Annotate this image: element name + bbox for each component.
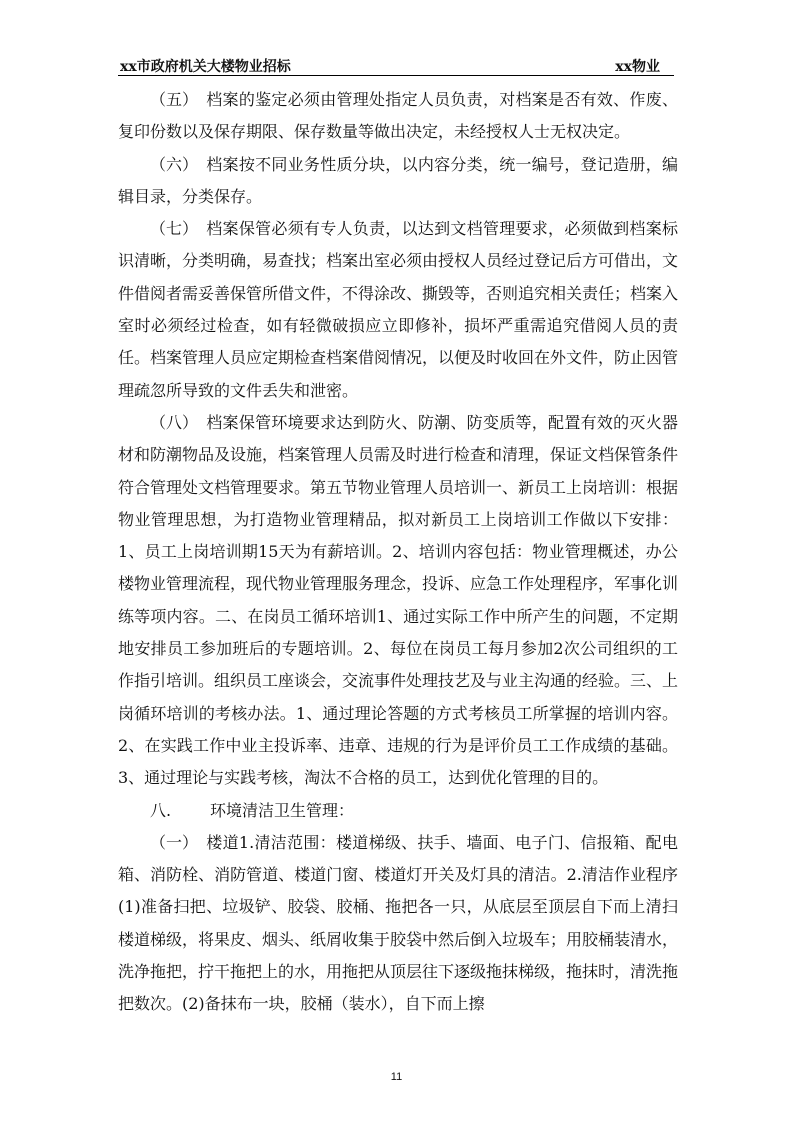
page-header: [118, 54, 674, 76]
paragraph-label: （五）: [150, 90, 199, 109]
paragraph: [118, 827, 678, 1021]
document-body: [118, 84, 678, 1021]
paragraph: [118, 213, 678, 407]
paragraph-text: 档案保管环境要求达到防火、防潮、防变质等，配置有效的灭火器材和防潮物品及设施，档案管理人员需及时进行检查和清理，保证文档保管条件符合管理处文档管理要求。第五节物业管理人员培训一、新员工上岗培训：根据物业管理思想，为打造物业管理精品，拟对新员工上岗培训工作做以下安排：1、员工上岗培训期15天为有薪培训。2、培训内容包括：物业管理概述，办公楼物业管理流程，现代物业管理服务理念，投诉、应急工作处理程序，军事化训练等项内容。二、在岗员工循环培训1、通过实际工作中所产生的问题，不定期地安排员工参加班后的专题培训。2、每位在岗员工每月参加2次公司组织的工作指引培训。组织员工座谈会，交流事件处理技艺及与业主沟通的经验。三、上岗循环培训的考核办法。1、通过理论答题的方式考核员工所掌握的培训内容。2、在实践工作中业主投诉率、违章、违规的行为是评价员工工作成绩的基础。3、通过理论与实践考核，淘汰不合格的员工，达到优化管理的目的。: [118, 412, 679, 788]
paragraph-label: （六）: [150, 154, 199, 174]
paragraph: [118, 84, 678, 149]
paragraph-text: 档案保管必须有专人负责，以达到文档管理要求，必须做到档案标识清晰，分类明确，易查找；档案出室必须由授权人员经过登记后方可借出，文件借阅者需妥善保管所借文件，不得涂改、撕毁等，否则追究相关责任；档案入室时必须经过检查，如有轻微破损应立即修补，损坏严重需追究借阅人员的责任。档案管理人员应定期检查档案借阅情况，以便及时收回在外文件，防止因管理疏忽所导致的文件丢失和泄密。: [118, 219, 679, 400]
paragraph-text: 楼道1.清洁范围：楼道梯级、扶手、墙面、电子门、信报箱、配电箱、消防栓、消防管道、楼道门窗、楼道灯开关及灯具的清洁。2.清洁作业程序(1)准备扫把、垃圾铲、胶袋、胶桶、拖把各一只，从底层至顶层自下而上清扫楼道梯级，将果皮、烟头、纸屑收集于胶袋中然后倒入垃圾车；用胶桶装清水，洗净拖把，拧干拖把上的水，用拖把从顶层往下逐级拖抹梯级，拖抹时，清洗拖把数次。(2)备抹布一块，胶桶（装水），自下而上擦: [118, 832, 679, 1014]
paragraph-label: （一）: [150, 832, 199, 852]
paragraph: [118, 149, 678, 214]
paragraph-text: 档案按不同业务性质分块，以内容分类，统一编号，登记造册，编辑目录，分类保存。: [118, 154, 678, 206]
section-title: 环境清洁卫生管理：: [210, 800, 355, 820]
paragraph-label: （七）: [150, 219, 199, 239]
paragraph: [118, 407, 678, 795]
section-heading: [118, 795, 678, 827]
header-company: xx物业: [615, 59, 660, 75]
header-title: xx市政府机关大楼物业招标: [120, 59, 291, 75]
section-number: 八.: [150, 800, 172, 820]
page-number: 11: [390, 1071, 403, 1083]
paragraph-label: （八）: [150, 412, 199, 432]
paragraph-text: 档案的鉴定必须由管理处指定人员负责，对档案是否有效、作废、复印份数以及保存期限、保存数量等做出决定，未经授权人士无权决定。: [118, 90, 678, 142]
header-divider: [118, 75, 674, 76]
